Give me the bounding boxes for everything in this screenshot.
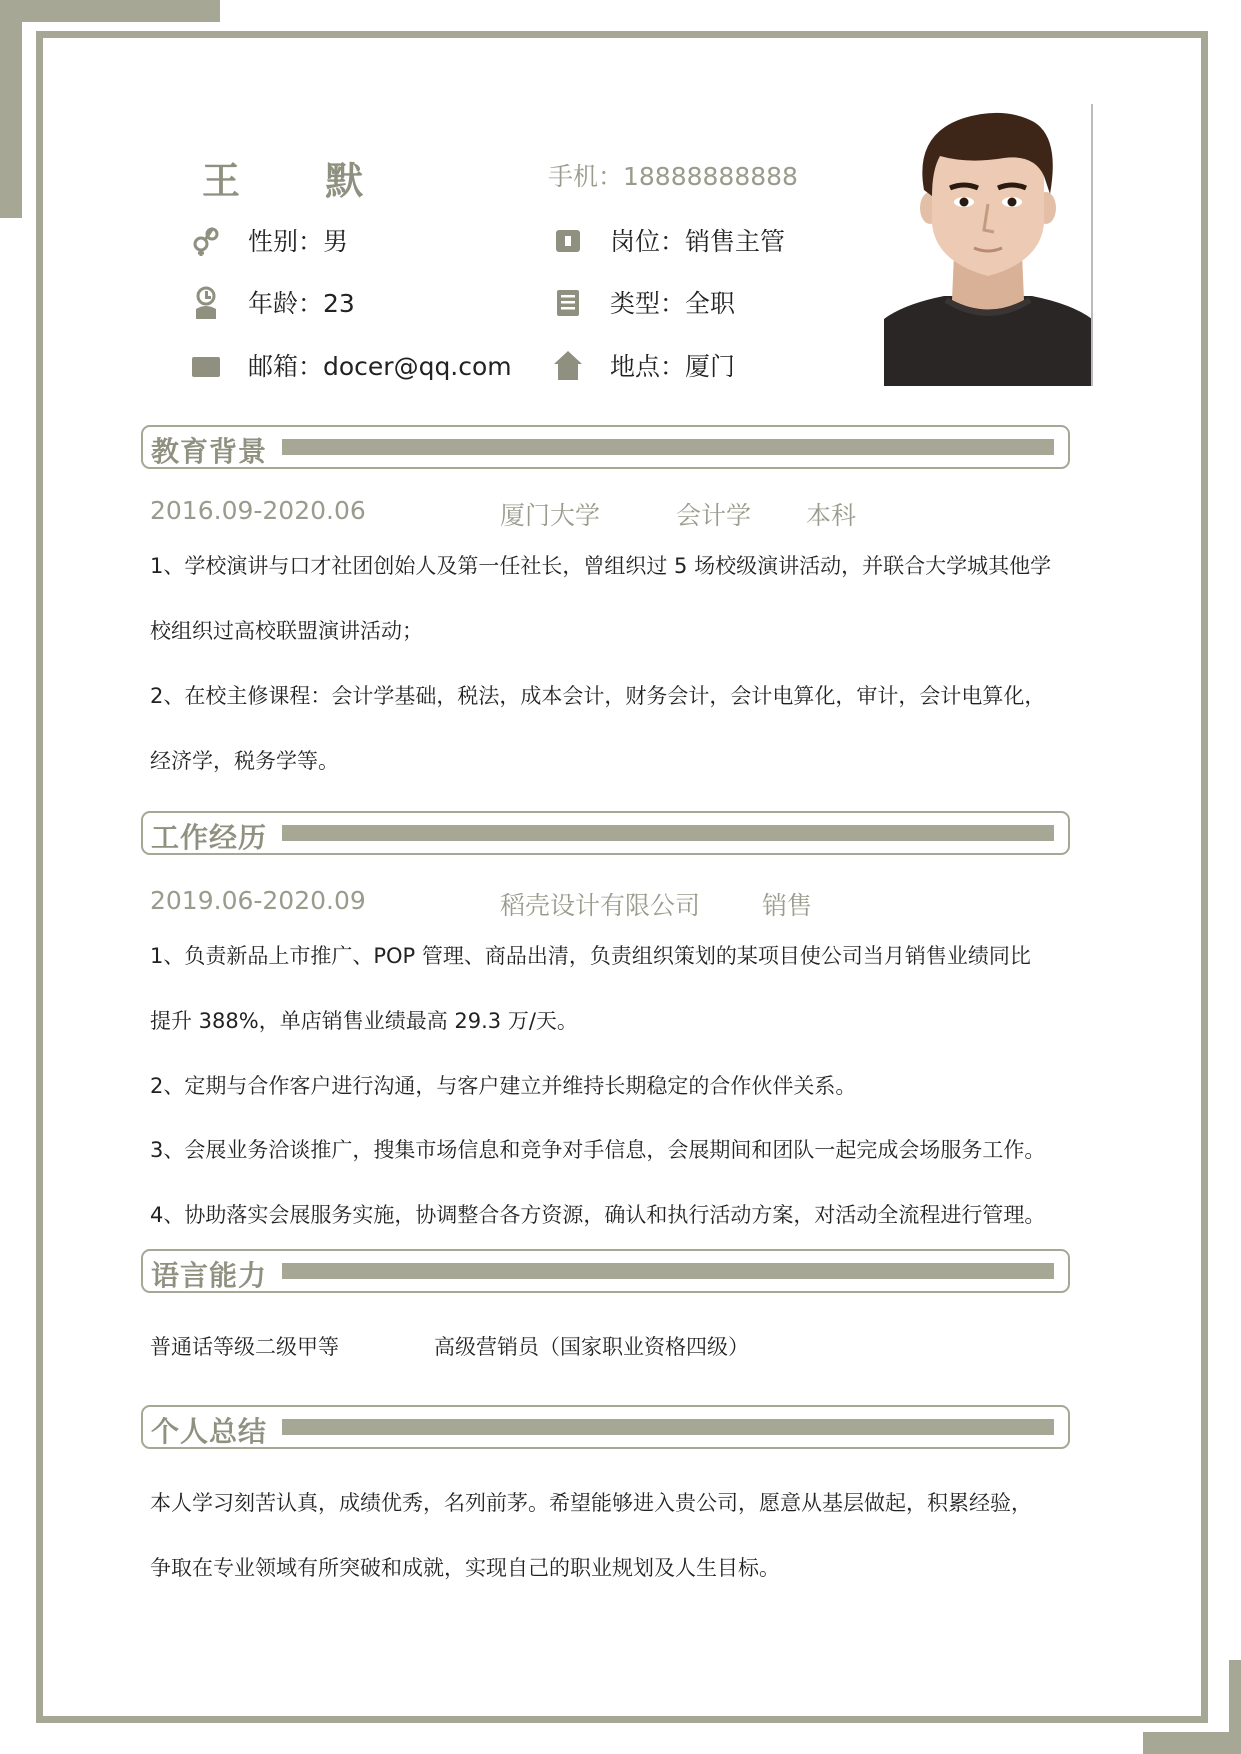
section-title: 工作经历 [151,821,268,854]
section-bar [282,439,1054,455]
section-education-header [141,425,1070,469]
avatar [884,104,1092,386]
envelope-icon [188,347,224,383]
work-line: 提升 388%，单店销售业绩最高 29.3 万/天。 [150,1009,578,1033]
section-summary-header [141,1405,1070,1449]
gender-text: 性别：男 [248,227,349,256]
position-text: 岗位：销售主管 [610,227,786,256]
section-language-header [141,1249,1070,1293]
work-role: 销售 [762,891,813,920]
summary-line: 本人学习刻苦认真，成绩优秀，名列前茅。希望能够进入贵公司，愿意从基层做起，积累经验， [150,1491,1032,1515]
language-item: 普通话等级二级甲等 [150,1335,339,1359]
position-row [550,222,785,258]
section-title: 语言能力 [151,1259,268,1292]
age-icon [188,284,224,320]
document-icon [550,284,586,320]
education-major: 会计学 [676,501,752,530]
work-line: 4、协助落实会展服务实施，协调整合各方资源，确认和执行活动方案，对活动全流程进行管理。 [150,1203,1046,1227]
education-line: 2、在校主修课程：会计学基础，税法，成本会计，财务会计，会计电算化，审计，会计电算化， [150,684,1046,708]
gender-row [188,222,348,258]
work-line: 3、会展业务洽谈推广，搜集市场信息和竞争对手信息，会展期间和团队一起完成会场服务工作。 [150,1138,1046,1162]
briefcase-icon [550,222,586,258]
education-line: 校组织过高校联盟演讲活动； [150,619,423,643]
email-text: 邮箱：docer@qq.com [248,352,512,381]
work-line: 2、定期与合作客户进行沟通，与客户建立并维持长期稳定的合作伙伴关系。 [150,1074,857,1098]
work-line: 1、负责新品上市推广、POP 管理、商品出清，负责组织策划的某项目使公司当月销售业绩同比 [150,944,1031,968]
education-school: 厦门大学 [500,501,601,530]
education-line: 经济学，税务学等。 [150,749,339,773]
work-date: 2019.06-2020.09 [150,886,366,915]
summary-line: 争取在专业领域有所突破和成就，实现自己的职业规划及人生目标。 [150,1556,780,1580]
education-date: 2016.09-2020.06 [150,496,366,525]
work-company: 稻壳设计有限公司 [500,891,701,920]
corner-accent-bottom-right [1143,1732,1241,1754]
section-title: 个人总结 [151,1415,268,1448]
phone-number: 手机：18888888888 [548,162,798,191]
corner-accent-top-left [0,0,220,22]
location-row [550,347,735,383]
photo-edge [1091,104,1093,386]
education-line: 1、学校演讲与口才社团创始人及第一任社长，曾组织过 5 场校级演讲活动，并联合大学城其他学 [150,554,1052,578]
language-item: 高级营销员（国家职业资格四级） [434,1335,749,1359]
email-row [188,347,512,383]
gender-icon [188,222,224,258]
section-bar [282,1263,1054,1279]
location-text: 地点：厦门 [610,352,736,381]
section-title: 教育背景 [151,435,268,468]
type-text: 类型：全职 [610,289,736,318]
candidate-name: 王 默 [202,159,400,203]
age-row [188,284,355,320]
corner-accent-right [1229,1660,1241,1754]
section-bar [282,1419,1054,1435]
type-row [550,284,735,320]
age-text: 年龄：23 [248,289,355,318]
home-icon [550,347,586,383]
section-work-header [141,811,1070,855]
corner-accent-left [0,0,22,218]
education-degree: 本科 [806,501,857,530]
section-bar [282,825,1054,841]
